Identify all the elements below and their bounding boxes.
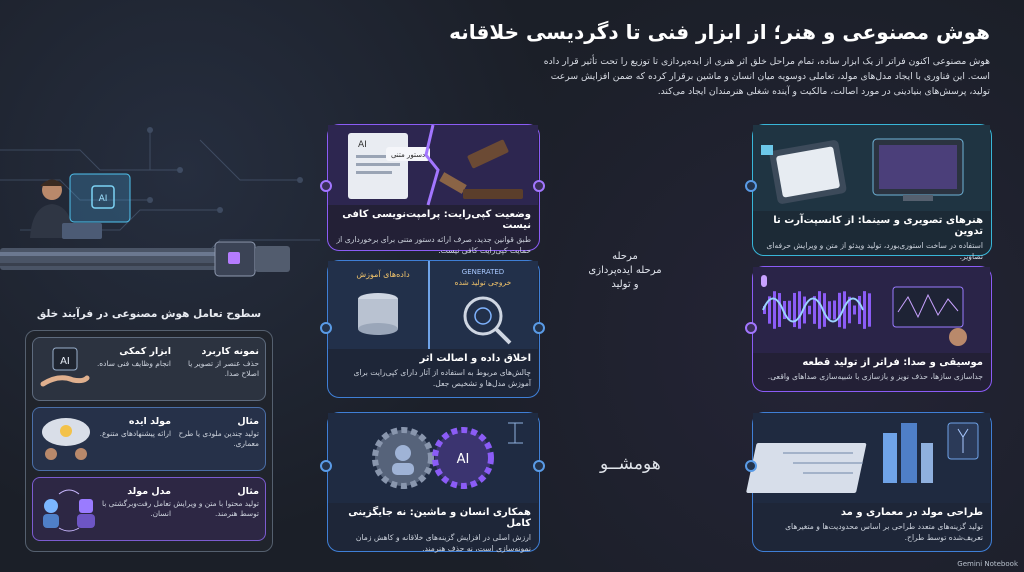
svg-text:AI: AI xyxy=(98,194,108,204)
card-title: هنرهای تصویری و سینما: از کانسپت‌آرت تا تدوین xyxy=(773,215,983,237)
card-desc: طبق قوانین جدید، صرف ارائه دستور متنی برای برخورداری از حمایت کپی‌رایت کافی نیست. xyxy=(336,235,531,255)
waveform-art xyxy=(753,267,990,353)
wave-bar xyxy=(838,293,841,327)
level-info xyxy=(85,346,171,369)
connector-dot xyxy=(533,322,545,334)
level-example xyxy=(173,486,259,519)
level-row-idea xyxy=(32,407,266,471)
level-example-title: نمونه کاربرد xyxy=(201,346,259,357)
document-gavel-art xyxy=(328,125,538,205)
data-output-art xyxy=(328,261,538,349)
card-desc: جداسازی سازها، حذف نویز و بازسازی با شبیه‌سازی صداهای واقعی. xyxy=(767,372,983,381)
architecture-fashion-art xyxy=(753,413,990,503)
level-example-title: مثال xyxy=(237,486,259,497)
data-ethics-card xyxy=(327,260,540,398)
hand-chip-icon xyxy=(39,344,91,396)
card-title: اخلاق داده و اصالت اثر xyxy=(419,353,531,364)
drawing-tablet-art xyxy=(753,125,990,211)
connector-dot xyxy=(745,180,757,192)
music-card xyxy=(752,266,992,392)
visual-arts-card xyxy=(752,124,992,261)
wave-bar xyxy=(828,301,831,319)
human-robot-loop-icon xyxy=(39,484,99,536)
interaction-levels-panel xyxy=(25,330,273,552)
level-desc: ارائه پیشنهادهای متنوع. xyxy=(99,429,171,438)
connector-dot xyxy=(745,322,757,334)
level-example-text: حذف عنصر از تصویر یا اصلاح صدا. xyxy=(188,359,259,378)
level-info xyxy=(85,416,171,439)
training-data-label: داده‌های آموزش xyxy=(356,270,410,279)
side-panel-title: سطوح تعامل هوش مصنوعی در فرآیند خلق xyxy=(36,308,262,320)
level-row-generative xyxy=(32,477,266,541)
level-example-text: تولید محتوا با متن و ویرایش توسط هنرمند. xyxy=(173,499,259,518)
card-text xyxy=(761,215,983,262)
wave-bar xyxy=(863,291,866,329)
idea-cloud-icon xyxy=(39,414,93,466)
collaboration-card xyxy=(327,412,540,552)
level-desc: انجام وظایف فنی ساده. xyxy=(96,359,171,368)
card-title: همکاری انسان و ماشین: نه جایگزینی کامل xyxy=(348,507,531,529)
card-text xyxy=(336,353,531,389)
doc-ai-label: AI xyxy=(358,140,367,150)
wave-bar xyxy=(773,291,776,329)
person-computer-illustration xyxy=(0,168,290,288)
wave-bar xyxy=(858,296,861,324)
wave-bar xyxy=(798,291,801,328)
card-text xyxy=(336,209,531,256)
wave-bar xyxy=(868,293,871,326)
generated-label: GENERATED xyxy=(461,268,505,276)
gear-ai-label: AI xyxy=(456,452,470,467)
card-text xyxy=(761,357,983,382)
level-name: مدل مولد xyxy=(127,486,171,497)
wave-bar xyxy=(778,293,781,327)
gears-art xyxy=(328,413,538,503)
connector-dot xyxy=(533,460,545,472)
connector-dot xyxy=(745,460,757,472)
doc-prompt-label: دستور متنی xyxy=(390,151,426,159)
card-desc: تولید گزینه‌های متعدد طراحی بر اساس محدودیت‌ها و متغیرهای تعریف‌شده توسط طراح. xyxy=(785,522,983,542)
wave-bar xyxy=(853,305,856,314)
level-name: ابزار کمکی xyxy=(119,346,171,357)
level-desc: تعامل رفت‌وبرگشتی با انسان. xyxy=(101,499,171,518)
level-name: مولد ایده xyxy=(128,416,171,427)
level-example xyxy=(173,346,259,379)
card-text xyxy=(761,507,983,543)
card-desc: چالش‌های مربوط به استفاده از آثار دارای کپی‌رایت برای آموزش مدل‌ها و تشخیص جعل. xyxy=(353,368,531,388)
level-example-title: مثال xyxy=(237,416,259,427)
footer-credit: Gemini Notebook xyxy=(957,560,1018,568)
level-example-text: تولید چندین ملودی یا طرح معماری. xyxy=(178,429,259,448)
card-desc: ارزش اصلی در افزایش گزینه‌های خلاقانه و کاهش زمان نمونه‌سازی است، نه حذف هنرمند. xyxy=(355,533,531,553)
card-title: وضعیت کپی‌رایت: پرامپت‌نویسی کافی نیست xyxy=(342,209,531,231)
generative-design-card xyxy=(752,412,992,552)
card-title: موسیقی و صدا: فراتر از تولید قطعه xyxy=(802,357,983,368)
wave-bar xyxy=(808,306,811,315)
stage-label-line1: مرحله xyxy=(612,251,638,262)
page-title: هوش مصنوعی و هنر؛ از ابزار فنی تا دگردیسی خلاقانه xyxy=(449,20,990,44)
card-title: طراحی مولد در معماری و مد xyxy=(840,507,983,518)
intro-text: هوش مصنوعی اکنون فراتر از یک ابزار ساده، تمام مراحل خلق اثر هنری از ایده‌پردازی تا توزیع را تحت تأثیر قرار داده است. این فناوری با ایجاد مدل‌های مولد، تعاملی دوسویه میان انسان و ماشین برقرار کرده که ضمن افزایش سرعت تولید، پرسش‌های بنیادینی در مورد اصالت، مالکیت و آینده شغلی هنرمندان ایجاد می‌کند. xyxy=(543,56,990,97)
wave-bar xyxy=(788,301,791,320)
level-example xyxy=(173,416,259,449)
wave-bar xyxy=(833,301,836,320)
wave-bar xyxy=(818,291,821,329)
card-text xyxy=(336,507,531,554)
brand-logo: ھومشــو xyxy=(600,454,661,474)
connector-dot xyxy=(320,460,332,472)
chip-label: AI xyxy=(60,356,70,367)
card-desc: استفاده در ساخت استوری‌بورد، تولید ویدئو از متن و ویرایش حرفه‌ای تصاویر. xyxy=(766,241,983,261)
level-row-assist xyxy=(32,337,266,401)
stage-label xyxy=(588,250,662,292)
output-label: خروجی تولید شده xyxy=(454,278,512,287)
stage-label-line2: مرحله ایده‌پردازی و تولید xyxy=(588,265,662,290)
connector-dot xyxy=(533,180,545,192)
connector-dot xyxy=(320,180,332,192)
connector-dot xyxy=(320,322,332,334)
copyright-card xyxy=(327,124,540,255)
